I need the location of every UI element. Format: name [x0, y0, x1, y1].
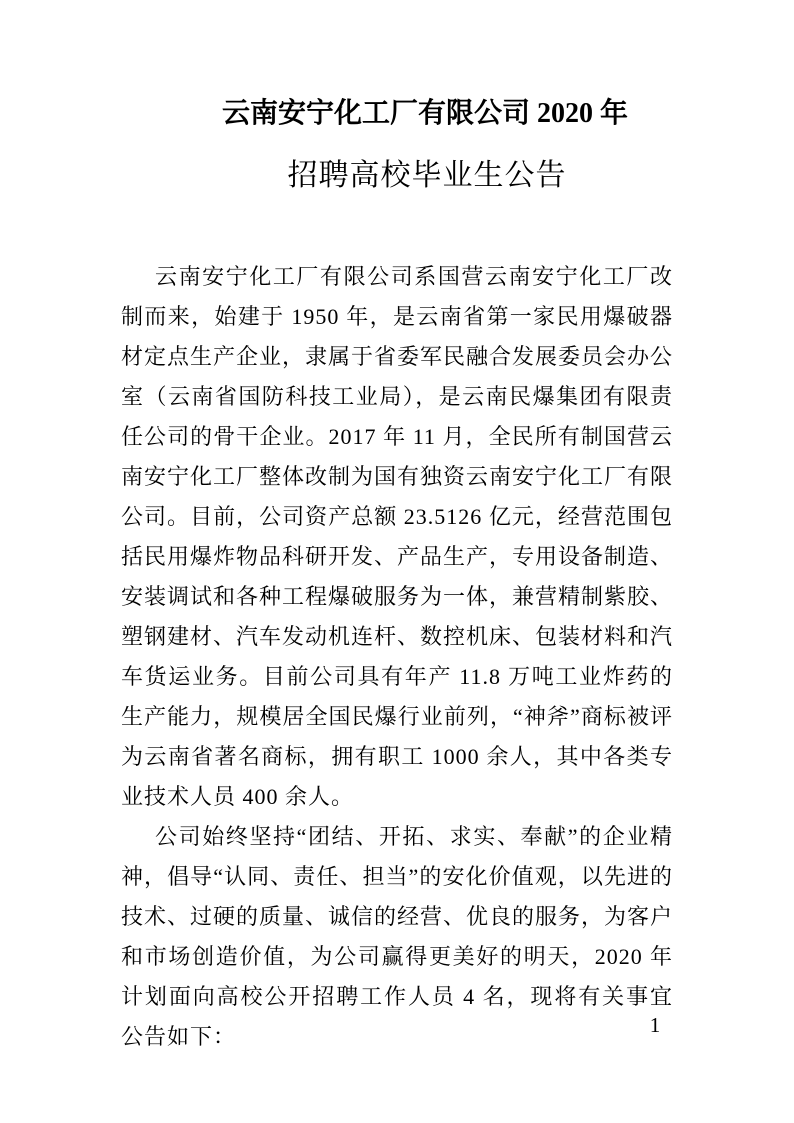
- paragraph-recruitment-plan: 公司始终坚持“团结、开拓、求实、奉献”的企业精神，倡导“认同、责任、担当”的安化价值观，以先进的技术、过硬的质量、诚信的经营、优良的服务，为客户和市场创造价值，为公司赢得更美好的明天，2020 年计划面向高校公开招聘工作人员 4 名，现将有关事宜公告如下：: [121, 824, 674, 1049]
- page-number: 1: [649, 1013, 661, 1037]
- document-title-line2: 招聘高校毕业生公告: [287, 159, 567, 192]
- document-body: [121, 257, 673, 1057]
- document-content: [0, 94, 794, 1057]
- document-title-line1: 云南安宁化工厂有限公司 2020 年: [221, 98, 628, 129]
- paragraph-company-intro: 云南安宁化工厂有限公司系国营云南安宁化工厂改制而来，始建于 1950 年，是云南省第一家民用爆破器材定点生产企业，隶属于省委军民融合发展委员会办公室（云南省国防科技工业局），是云南民爆集团有限责任公司的骨干企业。2017 年 11 月，全民所有制国营云南安宁化工厂整体改制为国有独资云南安宁化工厂有限公司。目前，公司资产总额 23.5126 亿元，经营范围包括民用爆炸物品科研开发、产品生产，专用设备制造、安装调试和各种工程爆破服务为一体，兼营精制紫胶、塑钢建材、汽车发动机连杆、数控机床、包装材料和汽车货运业务。目前公司具有年产 11.8 万吨工业炸药的生产能力，规模居全国民爆行业前列，“神斧”商标被评为云南省著名商标，拥有职工 1000 余人，其中各类专业技术人员 400 余人。: [121, 264, 674, 809]
